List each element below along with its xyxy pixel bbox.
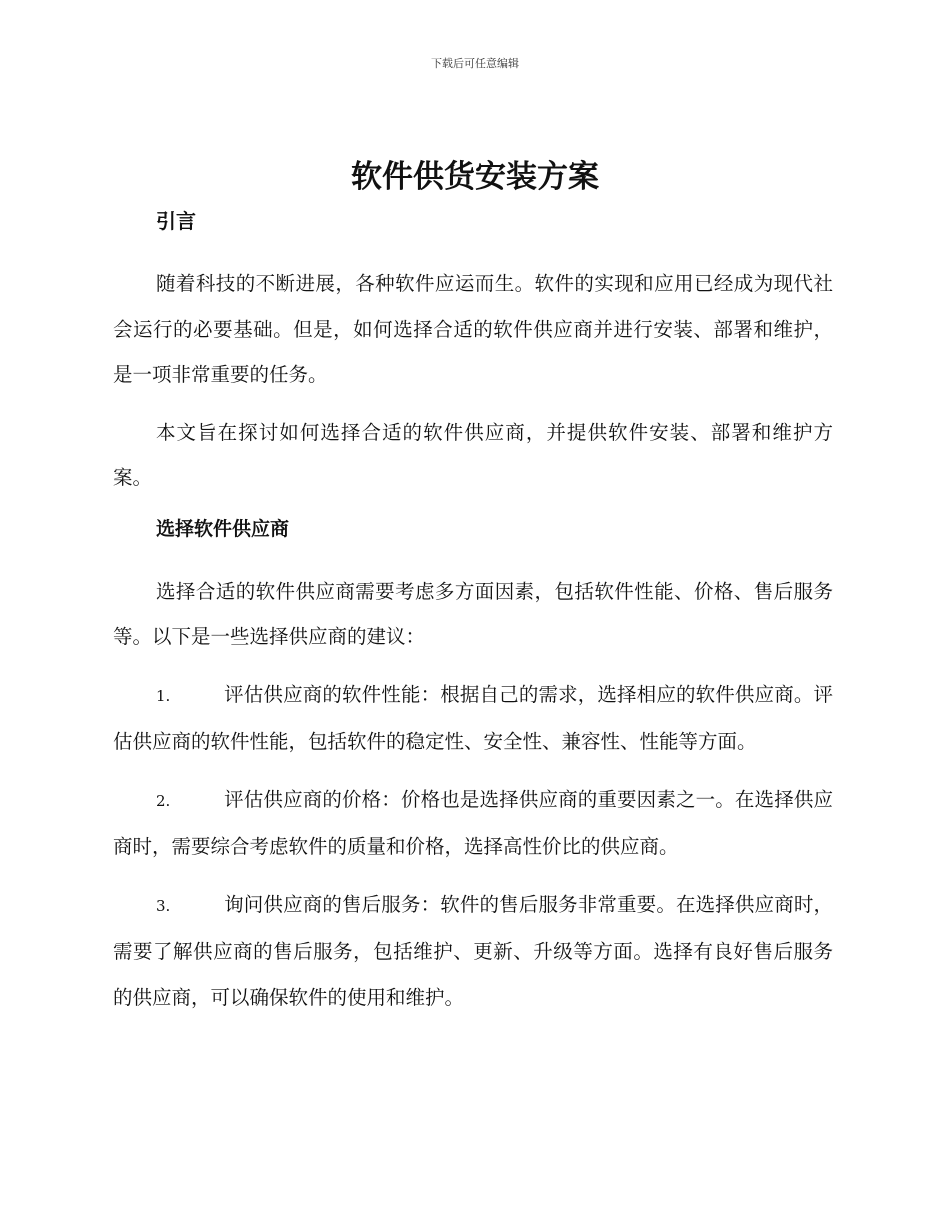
- list-item-text: 评估供应商的价格：价格也是选择供应商的重要因素之一。在选择供应商时，需要综合考虑软件的质量和价格，选择高性价比的供应商。: [113, 787, 833, 858]
- list-item: [113, 777, 833, 870]
- section-heading-select-vendor: 选择软件供应商: [156, 517, 290, 540]
- intro-paragraph-1: 随着科技的不断进展，各种软件应运而生。软件的实现和应用已经成为现代社会运行的必要基础。但是，如何选择合适的软件供应商并进行安装、部署和维护，是一项非常重要的任务。: [113, 272, 833, 386]
- document-body: [113, 205, 833, 1020]
- list-item: [113, 672, 833, 765]
- list-item-number: 1.: [156, 686, 171, 705]
- list-item-number: 3.: [156, 896, 171, 915]
- page-header-note: 下载后可任意编辑: [431, 57, 519, 70]
- document-title: 软件供货安装方案: [351, 159, 599, 195]
- section-heading-intro: 引言: [156, 209, 196, 233]
- list-item-text: 评估供应商的软件性能：根据自己的需求，选择相应的软件供应商。评估供应商的软件性能，包括软件的稳定性、安全性、兼容性、性能等方面。: [113, 682, 833, 753]
- list-item: [113, 882, 833, 1021]
- list-item-text: 询问供应商的售后服务：软件的售后服务非常重要。在选择供应商时，需要了解供应商的售后服务，包括维护、更新、升级等方面。选择有良好售后服务的供应商，可以确保软件的使用和维护。: [113, 892, 833, 1009]
- list-item-number: 2.: [156, 791, 171, 810]
- select-paragraph: 选择合适的软件供应商需要考虑多方面因素，包括软件性能、价格、售后服务等。以下是一些选择供应商的建议：: [113, 579, 833, 648]
- intro-paragraph-2: 本文旨在探讨如何选择合适的软件供应商，并提供软件安装、部署和维护方案。: [113, 420, 833, 489]
